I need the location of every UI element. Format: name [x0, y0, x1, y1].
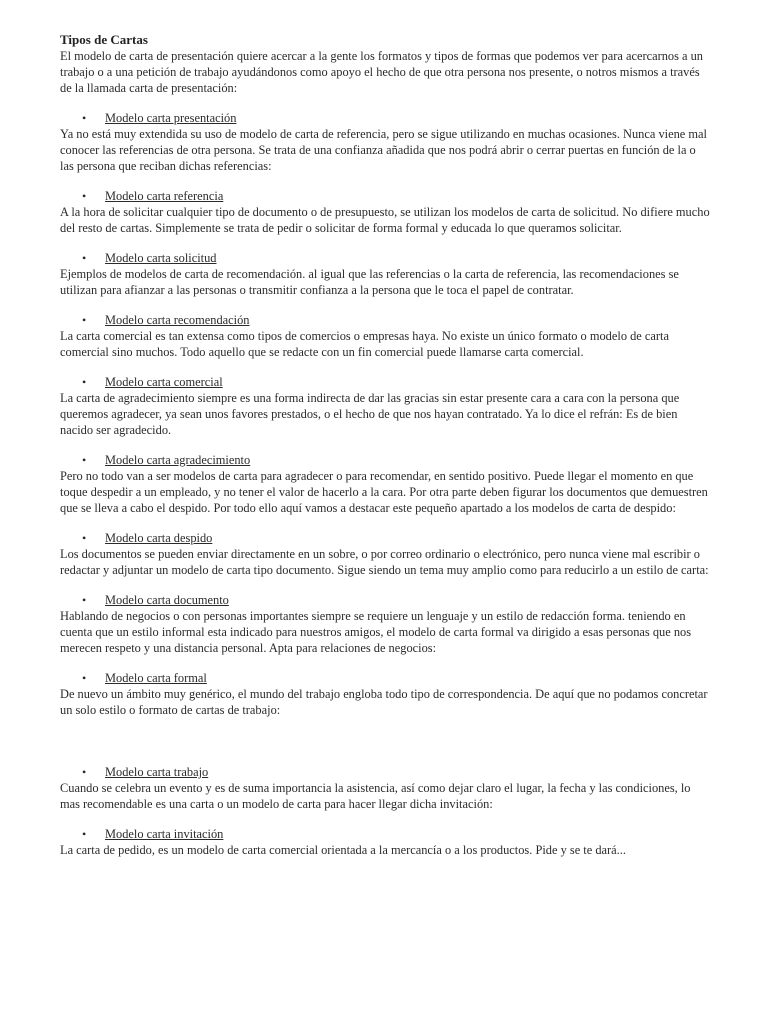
section-paragraph: La carta de agradecimiento siempre es una forma indirecta de dar las gracias sin estar presente cara a cara con la persona que queremos agradecer, ya sean unos favores prestados, o el hecho de que nos hayan contratado. Ya lo dice el refrán: Es de bien nacido ser agradecido.: [60, 391, 680, 437]
section-heading-link[interactable]: Modelo carta comercial: [105, 375, 223, 389]
section: [60, 826, 712, 858]
section-heading-row: [60, 374, 712, 390]
section-heading-row: [60, 452, 712, 468]
section-heading-link[interactable]: Modelo carta solicitud: [105, 251, 217, 265]
bullet-icon: •: [82, 765, 87, 779]
section-heading-row: [60, 764, 712, 780]
section-heading-row: [60, 110, 712, 126]
bullet-icon: •: [82, 111, 87, 125]
section-heading-link[interactable]: Modelo carta presentación: [105, 111, 237, 125]
section: [60, 530, 712, 578]
section-paragraph: Hablando de negocios o con personas importantes siempre se requiere un lenguaje y un estilo de redacción forma. teniendo en cuenta que un estilo informal esta indicado para nuestros amigos, el modelo de carta formal va dirigido a esas personas que nos merecen respeto y una distancia personal. Apta para relaciones de negocios:: [60, 609, 692, 655]
section-paragraph: De nuevo un ámbito muy genérico, el mundo del trabajo engloba todo tipo de correspondencia. De aquí que no podamos concretar un solo estilo o formato de cartas de trabajo:: [60, 687, 708, 717]
section-heading-row: [60, 530, 712, 546]
section-heading-row: [60, 312, 712, 328]
bullet-icon: •: [82, 189, 87, 203]
section-heading-row: [60, 188, 712, 204]
section-paragraph: Cuando se celebra un evento y es de suma importancia la asistencia, así como dejar claro el lugar, la fecha y las condiciones, lo mas recomendable es una carta o un modelo de carta para hacer llegar dicha invitación:: [60, 781, 691, 811]
document-title: Tipos de Cartas: [60, 32, 148, 47]
section-paragraph: Ejemplos de modelos de carta de recomendación. al igual que las referencias o la carta de referencia, las recomendaciones se utilizan para afianzar a las personas o transmitir confianza a la persona que le toca el papel de contratar.: [60, 267, 679, 297]
section: [60, 452, 712, 516]
bullet-icon: •: [82, 593, 87, 607]
section-heading-row: [60, 250, 712, 266]
section-heading-row: [60, 670, 712, 686]
bullet-icon: •: [82, 531, 87, 545]
section: [60, 250, 712, 298]
section: [60, 374, 712, 438]
section-heading-link[interactable]: Modelo carta formal: [105, 671, 207, 685]
section-paragraph: Ya no está muy extendida su uso de modelo de carta de referencia, pero se sigue utilizando en muchas ocasiones. Nunca viene mal conocer las referencias de otra persona. Se trata de una confianza añadida que nos podrá abrir o cerrar puertas en función de la o las persona que reciban dichas referencias:: [60, 127, 707, 173]
bullet-icon: •: [82, 251, 87, 265]
bullet-icon: •: [82, 313, 87, 327]
section-paragraph: La carta comercial es tan extensa como tipos de comercios o empresas haya. No existe un único formato o modelo de carta comercial sino muchos. Todo aquello que se redacte con un fin comercial puede llamarse carta comercial.: [60, 329, 669, 359]
section-heading-link[interactable]: Modelo carta recomendación: [105, 313, 250, 327]
section: [60, 312, 712, 360]
bullet-icon: •: [82, 453, 87, 467]
section-paragraph: Pero no todo van a ser modelos de carta para agradecer o para recomendar, en sentido positivo. Puede llegar el momento en que toque despedir a un empleado, y no tener el valor de hacerlo a la cara. Por otra parte deben figurar los documentos que demuestren que se lleva a cabo el despido. Por todo ello aquí vamos a destacar este pequeño apartado a los modelos de carta de despido:: [60, 469, 708, 515]
section-paragraph: Los documentos se pueden enviar directamente en un sobre, o por correo ordinario o electrónico, pero nunca viene mal escribir o redactar y adjuntar un modelo de carta tipo documento. Sigue siendo un tema muy amplio como para reducirlo a un estilo de carta:: [60, 547, 709, 577]
section-heading-link[interactable]: Modelo carta documento: [105, 593, 229, 607]
section-heading-link[interactable]: Modelo carta despido: [105, 531, 213, 545]
section-heading-link[interactable]: Modelo carta invitación: [105, 827, 224, 841]
section-heading-link[interactable]: Modelo carta referencia: [105, 189, 224, 203]
section: [60, 592, 712, 656]
section-heading-link[interactable]: Modelo carta agradecimiento: [105, 453, 251, 467]
section: [60, 188, 712, 236]
section: [60, 110, 712, 174]
blank-gap: [60, 718, 712, 764]
section-heading-link[interactable]: Modelo carta trabajo: [105, 765, 209, 779]
section: [60, 764, 712, 812]
section-paragraph: La carta de pedido, es un modelo de carta comercial orientada a la mercancía o a los productos. Pide y se te dará...: [60, 843, 626, 857]
section-paragraph: A la hora de solicitar cualquier tipo de documento o de presupuesto, se utilizan los modelos de carta de solicitud. No difiere mucho del resto de cartas. Simplemente se trata de pedir o solicitar de forma formal y educada lo que queramos solicitar.: [60, 205, 710, 235]
bullet-icon: •: [82, 375, 87, 389]
section-heading-row: [60, 826, 712, 842]
bullet-icon: •: [82, 671, 87, 685]
intro-paragraph: El modelo de carta de presentación quiere acercar a la gente los formatos y tipos de formas que podemos ver para acercarnos a un trabajo o a una petición de trabajo ayudándonos como apoyo el hecho de que otra persona nos presente, o notros mismos a través de la llamada carta de presentación:: [60, 49, 704, 95]
bullet-icon: •: [82, 827, 87, 841]
section-heading-row: [60, 592, 712, 608]
section: [60, 670, 712, 718]
